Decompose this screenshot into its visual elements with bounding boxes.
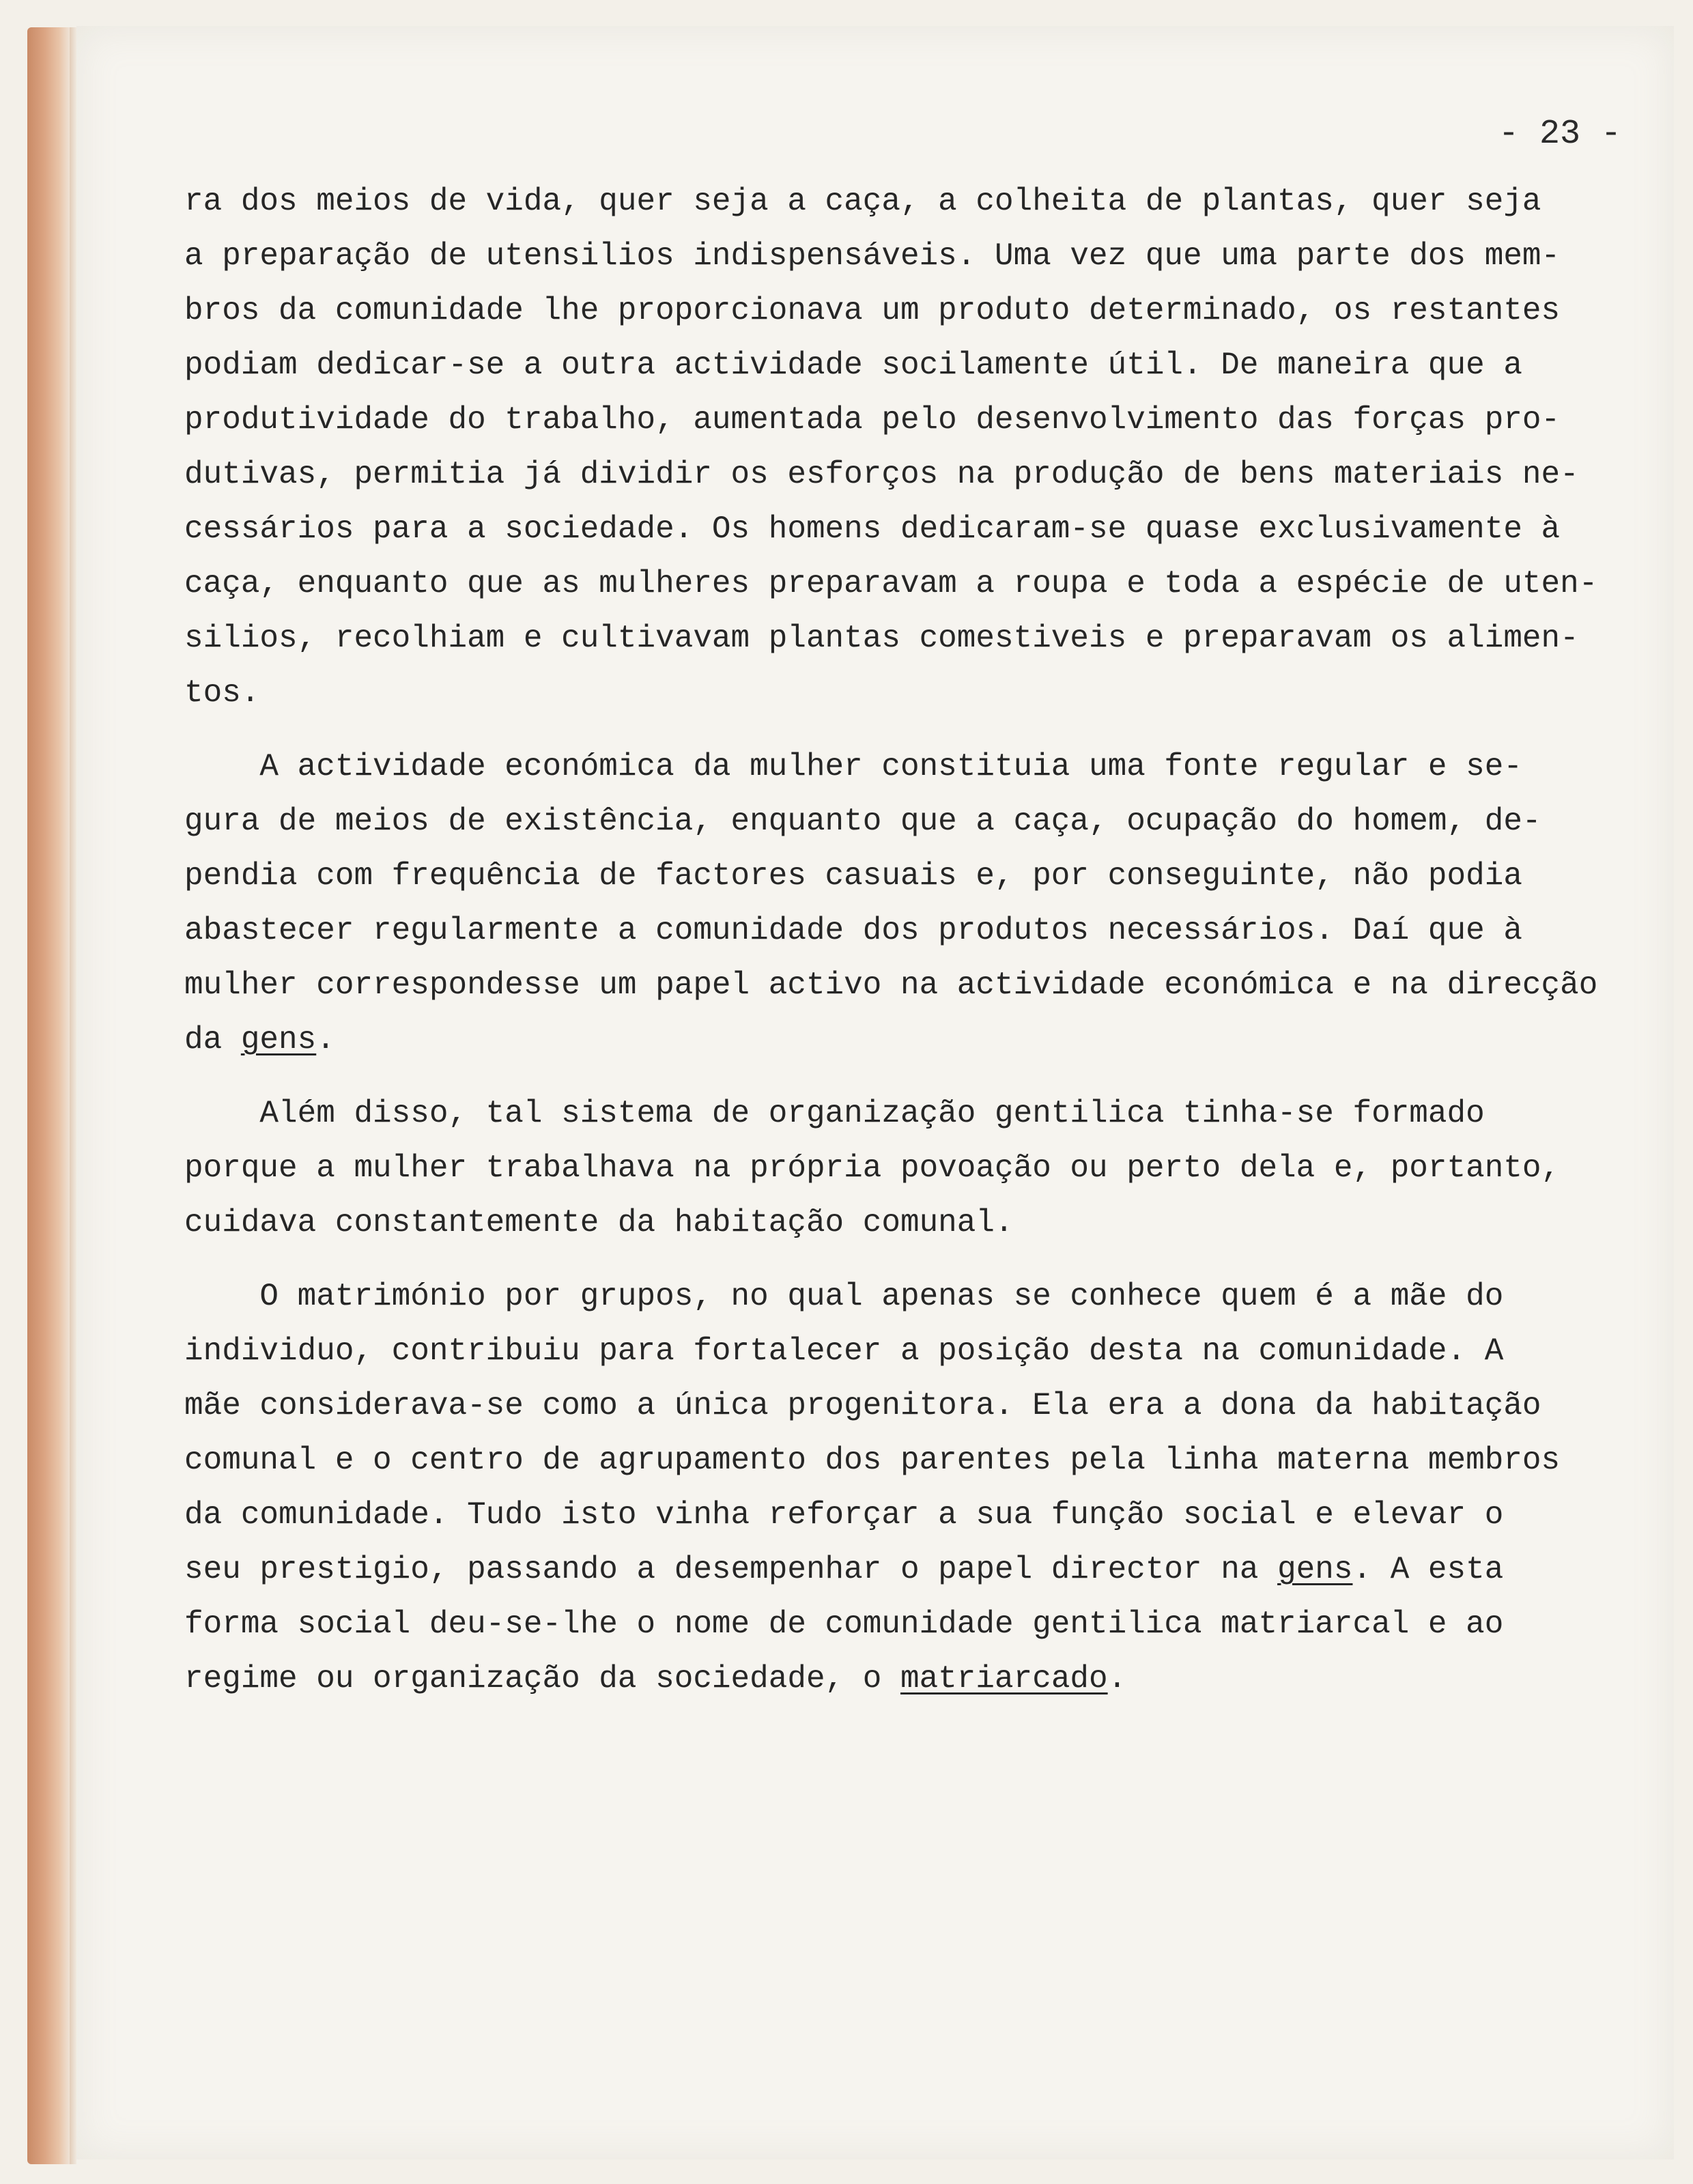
page-number: - 23 - bbox=[1498, 115, 1622, 154]
binding-strip bbox=[27, 27, 70, 2164]
text-line bbox=[184, 502, 1666, 556]
text-line bbox=[184, 794, 1666, 849]
text-run: . A esta bbox=[1352, 1552, 1504, 1587]
text-run: gura de meios de existência, enquanto que a caça, ocupação do homem, de- bbox=[184, 804, 1541, 839]
paragraph bbox=[184, 1269, 1666, 1706]
underlined-term: gens bbox=[1277, 1552, 1353, 1587]
text-line bbox=[184, 1542, 1666, 1597]
text-run: individuo, contribuiu para fortalecer a posição desta na comunidade. A bbox=[184, 1333, 1504, 1369]
text-line bbox=[184, 666, 1666, 720]
text-run: . bbox=[316, 1022, 335, 1058]
text-run: O matrimónio por grupos, no qual apenas se conhece quem é a mãe do bbox=[184, 1279, 1504, 1314]
text-run: . bbox=[1107, 1661, 1127, 1697]
text-line bbox=[184, 338, 1666, 393]
text-run: mulher correspondesse um papel activo na actividade económica e na direcção bbox=[184, 967, 1598, 1003]
text-run: regime ou organização da sociedade, o bbox=[184, 1661, 900, 1697]
text-run: caça, enquanto que as mulheres preparavam a roupa e toda a espécie de uten- bbox=[184, 566, 1598, 601]
text-run: pendia com frequência de factores casuais e, por conseguinte, não podia bbox=[184, 858, 1522, 894]
text-run: produtividade do trabalho, aumentada pelo desenvolvimento das forças pro- bbox=[184, 402, 1561, 438]
text-line bbox=[184, 1141, 1666, 1195]
underlined-term: gens bbox=[240, 1022, 317, 1058]
text-run: cessários para a sociedade. Os homens dedicaram-se quase exclusivamente à bbox=[184, 511, 1561, 547]
text-run: da comunidade. Tudo isto vinha reforçar a sua função social e elevar o bbox=[184, 1497, 1504, 1533]
text-line bbox=[184, 1269, 1666, 1324]
text-line bbox=[184, 958, 1666, 1012]
text-line bbox=[184, 393, 1666, 447]
text-line bbox=[184, 1378, 1666, 1433]
text-line bbox=[184, 174, 1666, 229]
text-line bbox=[184, 903, 1666, 958]
page-edge bbox=[70, 27, 76, 2164]
text-line bbox=[184, 611, 1666, 666]
text-run: comunal e o centro de agrupamento dos parentes pela linha materna membros bbox=[184, 1443, 1561, 1478]
text-line bbox=[184, 1012, 1666, 1067]
text-run: mãe considerava-se como a única progenitora. Ela era a dona da habitação bbox=[184, 1388, 1541, 1423]
text-line bbox=[184, 1488, 1666, 1542]
text-run: bros da comunidade lhe proporcionava um produto determinado, os restantes bbox=[184, 293, 1561, 328]
text-line bbox=[184, 1651, 1666, 1706]
text-line bbox=[184, 1324, 1666, 1378]
text-run: podiam dedicar-se a outra actividade socilamente útil. De maneira que a bbox=[184, 348, 1522, 383]
body-text bbox=[184, 174, 1666, 1706]
underlined-term: matriarcado bbox=[900, 1661, 1108, 1697]
paragraph bbox=[184, 1086, 1666, 1250]
text-line bbox=[184, 1086, 1666, 1141]
text-line bbox=[184, 229, 1666, 283]
paragraph bbox=[184, 739, 1666, 1067]
text-line bbox=[184, 1597, 1666, 1651]
text-run: ra dos meios de vida, quer seja a caça, a colheita de plantas, quer seja bbox=[184, 184, 1541, 219]
text-run: porque a mulher trabalhava na própria povoação ou perto dela e, portanto, bbox=[184, 1150, 1561, 1186]
text-line bbox=[184, 283, 1666, 338]
text-line bbox=[184, 849, 1666, 903]
text-run: Além disso, tal sistema de organização gentilica tinha-se formado bbox=[184, 1096, 1485, 1131]
text-run: dutivas, permitia já dividir os esforços na produção de bens materiais ne- bbox=[184, 457, 1579, 492]
text-run: da bbox=[184, 1022, 241, 1058]
text-run: tos. bbox=[184, 675, 260, 711]
paragraph bbox=[184, 174, 1666, 720]
text-line bbox=[184, 447, 1666, 502]
text-line bbox=[184, 556, 1666, 611]
text-run: abastecer regularmente a comunidade dos produtos necessários. Daí que à bbox=[184, 913, 1522, 948]
text-run: cuidava constantemente da habitação comunal. bbox=[184, 1205, 1014, 1240]
text-run: a preparação de utensilios indispensáveis. Uma vez que uma parte dos mem- bbox=[184, 238, 1561, 274]
text-line bbox=[184, 1433, 1666, 1488]
text-line bbox=[184, 739, 1666, 794]
text-line bbox=[184, 1195, 1666, 1250]
text-run: forma social deu-se-lhe o nome de comunidade gentilica matriarcal e ao bbox=[184, 1606, 1504, 1642]
text-run: seu prestigio, passando a desempenhar o papel director na bbox=[184, 1552, 1278, 1587]
text-run: A actividade económica da mulher constituia uma fonte regular e se- bbox=[184, 749, 1522, 784]
text-run: silios, recolhiam e cultivavam plantas comestiveis e preparavam os alimen- bbox=[184, 621, 1579, 656]
